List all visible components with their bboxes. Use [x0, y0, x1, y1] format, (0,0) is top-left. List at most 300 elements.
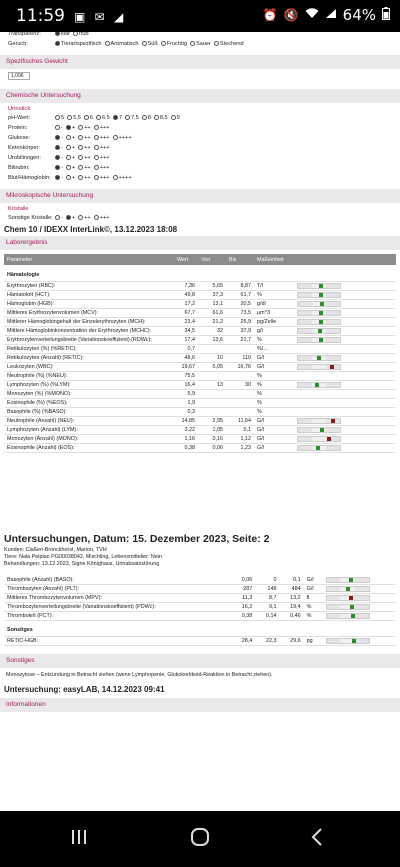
radio-option[interactable]: ++++ — [113, 175, 132, 181]
cell-p: Mittlerer Hämoglobingehalt der Einzelerythrozyten (MCH): — [4, 317, 174, 326]
range-marker — [331, 419, 335, 423]
radio-icon — [78, 125, 83, 130]
radio-icon — [67, 115, 72, 120]
radio-option[interactable]: + — [66, 125, 75, 131]
radio-icon — [66, 155, 71, 160]
radio-icon — [66, 215, 71, 220]
radio-icon — [154, 115, 159, 120]
cell-w: 7,36 — [174, 281, 198, 290]
battery-level: 64% — [342, 6, 376, 24]
cell-w: 0,7 — [174, 344, 198, 353]
radio-option[interactable]: ++ — [78, 155, 91, 161]
cell-b: 0,1 — [279, 576, 303, 585]
navigation-bar — [0, 811, 400, 867]
range-marker — [349, 578, 353, 582]
range-bar — [326, 613, 370, 619]
alarm-icon: ⏰ — [262, 8, 278, 22]
range-marker — [316, 446, 320, 450]
cell-b: 73,5 — [226, 308, 254, 317]
cell-w: 49,8 — [174, 290, 198, 299]
table-row — [4, 611, 396, 620]
urinstick-row: Ketonkörper: - + ++ +++ — [8, 145, 110, 151]
table-row — [4, 353, 396, 362]
group-sonstiges: Sonstiges — [4, 620, 396, 636]
cell-u: % — [254, 290, 294, 299]
kristalle-label: Kristalle — [8, 206, 29, 212]
range-bar — [297, 328, 341, 334]
cell-b: 484 — [279, 584, 303, 593]
cell-b: 21,7 — [226, 335, 254, 344]
range-marker — [317, 356, 321, 360]
table-row — [4, 299, 396, 308]
range-bar — [326, 577, 370, 583]
radio-icon — [142, 115, 147, 120]
cell-w: 23,4 — [174, 317, 198, 326]
cell-b: 5,1 — [226, 425, 254, 434]
radio-icon — [55, 175, 60, 180]
cell-w: 5,9 — [174, 389, 198, 398]
radio-icon — [84, 115, 89, 120]
table-row — [4, 407, 396, 416]
radio-icon — [55, 135, 60, 140]
cell-b: 11,64 — [226, 416, 254, 425]
spez-gewicht-input[interactable]: 1,006 — [8, 72, 30, 80]
radio-icon — [78, 145, 83, 150]
radio-icon — [125, 115, 130, 120]
radio-option[interactable]: - — [55, 125, 63, 131]
radio-icon — [55, 165, 60, 170]
range-bar — [297, 283, 341, 289]
table-row — [4, 584, 396, 593]
table-row — [4, 290, 396, 299]
radio-icon — [78, 135, 83, 140]
cell-p: Hämoglobin (HGB): — [4, 299, 174, 308]
section-chemische: Chemische Untersuchung — [0, 89, 400, 103]
cell-w: 67,7 — [174, 308, 198, 317]
table-row — [4, 317, 396, 326]
radio-icon — [190, 41, 195, 46]
cell-v: 8,7 — [255, 593, 279, 602]
cell-w: 14,85 — [174, 416, 198, 425]
urinstick-row: Blut/Hämoglobin: - + ++ +++ ++++ — [8, 175, 132, 181]
radio-option[interactable]: +++ — [94, 145, 110, 151]
cell-v: 13,1 — [198, 299, 226, 308]
cell-u: % — [254, 335, 294, 344]
page2-behandlungen: Behandlungen: 13.12.2023, Signe Könighaus, Urinabsatzstörung — [4, 560, 160, 567]
cell-p: Thrombozytenverteilungsbreite (Variationskoeffizient) (PDWc): — [4, 602, 231, 611]
radio-option[interactable]: ++++ — [113, 135, 132, 141]
cell-w: 48,6 — [174, 353, 198, 362]
urinstick-label: Urinstick — [8, 106, 31, 112]
radio-icon — [94, 125, 99, 130]
radio-icon — [66, 125, 71, 130]
cell-b: 1,23 — [226, 443, 254, 452]
range-bar — [326, 604, 370, 610]
radio-icon — [161, 41, 166, 46]
cell-b: 0,46 — [279, 611, 303, 620]
radio-icon — [94, 215, 99, 220]
radio-icon — [113, 115, 118, 120]
cell-b: 1,12 — [226, 434, 254, 443]
table-row — [4, 398, 396, 407]
radio-option[interactable]: - — [55, 155, 63, 161]
range-bar — [297, 427, 341, 433]
section-informationen: Informationen — [0, 698, 400, 712]
cell-w: 16,4 — [174, 380, 198, 389]
transparenz-row: Transparenz: klar trüb — [8, 32, 89, 37]
range-bar — [297, 310, 341, 316]
cell-u: % — [254, 407, 294, 416]
cell-w: 17,4 — [174, 335, 198, 344]
wifi-icon — [305, 8, 319, 22]
cell-v: 32 — [198, 326, 226, 335]
lab-table-header: Parameter Wert Von Bis Maßeinheit — [4, 254, 396, 265]
cell-b — [226, 407, 254, 416]
table-row — [4, 308, 396, 317]
range-marker — [320, 302, 324, 306]
cell-b: 19,4 — [279, 602, 303, 611]
status-right — [263, 6, 390, 24]
cell-p: Neutrophile (Anzahl) (NEU): — [4, 416, 174, 425]
cell-b: 29,6 — [279, 636, 303, 645]
range-marker — [346, 587, 350, 591]
urinstick-row: Urobilinogen: - + ++ +++ — [8, 155, 110, 161]
cell-u: % — [254, 398, 294, 407]
cell-v: 0 — [255, 576, 279, 585]
cell-u: % — [254, 389, 294, 398]
recent-apps-button[interactable] — [70, 827, 88, 851]
range-marker — [319, 284, 323, 288]
radio-option[interactable]: ++ — [78, 175, 91, 181]
urinstick-row: Glukose: - + ++ +++ ++++ — [8, 135, 132, 141]
range-marker — [319, 338, 323, 342]
cell-b: 16,76 — [226, 362, 254, 371]
radio-option[interactable]: +++ — [94, 135, 110, 141]
cell-v: 2,95 — [198, 416, 226, 425]
cell-u: % — [304, 602, 323, 611]
radio-option[interactable]: +++ — [94, 165, 110, 171]
lab-table-2 — [4, 576, 396, 646]
cell-v: 13,6 — [198, 335, 226, 344]
table-row — [4, 389, 396, 398]
battery-icon — [382, 7, 390, 23]
table-row — [4, 362, 396, 371]
cell-u: fl — [304, 593, 323, 602]
cell-p: Basophile (%) (%BASO): — [4, 407, 174, 416]
page2-title: Untersuchungen, Datum: 15. Dezember 2023, Seite: 2 — [4, 532, 270, 545]
radio-icon — [55, 32, 60, 36]
cell-p: Mittleres Thrombozytenvolumen (MPV): — [4, 593, 231, 602]
radio-icon — [55, 145, 60, 150]
cell-v: 22,3 — [255, 636, 279, 645]
radio-icon — [94, 145, 99, 150]
radio-option[interactable]: +++ — [94, 155, 110, 161]
cell-b: 13,2 — [279, 593, 303, 602]
range-bar — [297, 292, 341, 298]
radio-icon — [55, 41, 60, 46]
cell-w: 1,16 — [174, 434, 198, 443]
section-laborergebnis: Laborergebnis — [0, 236, 400, 250]
status-time: 11:59 — [16, 6, 65, 26]
cell-v: 37,3 — [198, 290, 226, 299]
range-marker — [327, 437, 331, 441]
range-marker — [350, 605, 354, 609]
cell-p: Leukozyten (WBC): — [4, 362, 174, 371]
cell-b — [226, 371, 254, 380]
cell-v: 21,2 — [198, 317, 226, 326]
range-bar — [297, 436, 341, 442]
range-bar — [326, 586, 370, 592]
status-bar — [0, 0, 400, 32]
cell-v — [198, 389, 226, 398]
signal-icon — [325, 8, 337, 22]
urinstick-row: Protein: - + ++ +++ — [8, 125, 110, 131]
cell-p: Hämatokrit (HCT): — [4, 290, 174, 299]
table-row — [4, 380, 396, 389]
cell-u: % — [304, 611, 323, 620]
cell-v: 1,05 — [198, 425, 226, 434]
cell-w: 0,06 — [231, 576, 255, 585]
radio-icon — [78, 215, 83, 220]
table-row — [4, 443, 396, 452]
range-marker — [319, 320, 323, 324]
cell-b: 20,5 — [226, 299, 254, 308]
radio-option[interactable]: +++ — [94, 175, 110, 181]
radio-icon — [73, 32, 78, 36]
cell-b — [226, 389, 254, 398]
radio-option[interactable]: - — [55, 175, 63, 181]
table-row — [4, 326, 396, 335]
radio-option[interactable]: ++ — [78, 165, 91, 171]
cell-u: G/l — [304, 584, 323, 593]
radio-icon — [113, 135, 118, 140]
cell-u: G/l — [254, 416, 294, 425]
cell-p: Retikulozyten (Anzahl) (RETIC): — [4, 353, 174, 362]
cell-w: 19,67 — [174, 362, 198, 371]
cell-v: 9,1 — [255, 602, 279, 611]
page2-tiere: Tiere: Nala Pelplan PG00038042, Mischling, Lebensmittelier: Nein — [4, 553, 163, 560]
range-bar — [297, 337, 341, 343]
cell-w: 11,3 — [231, 593, 255, 602]
range-bar — [326, 595, 370, 601]
cell-u: G/l — [254, 434, 294, 443]
cell-v: 5,65 — [198, 281, 226, 290]
radio-icon — [55, 115, 60, 120]
cell-v: 5,05 — [198, 362, 226, 371]
range-bar — [297, 364, 341, 370]
radio-icon — [78, 155, 83, 160]
section-sonstiges: Sonstiges — [0, 654, 400, 668]
group-haematologie: Hämatologie — [4, 265, 396, 281]
radio-icon — [55, 155, 60, 160]
radio-icon — [78, 165, 83, 170]
cell-p: Neutrophile (%) (%NEU): — [4, 371, 174, 380]
cell-u: % — [254, 380, 294, 389]
table-row — [4, 636, 396, 645]
cell-u: %/... — [254, 344, 294, 353]
cell-w: 0,38 — [174, 443, 198, 452]
radio-icon — [94, 165, 99, 170]
cell-u: G/l — [254, 353, 294, 362]
radio-option[interactable]: + — [66, 135, 75, 141]
cell-p: RETIC-HGB: — [4, 636, 231, 645]
kristalle-row: Sonstige Kristalle: - + ++ +++ — [8, 215, 110, 221]
cell-p: Lymphozyten (%) (%LYM): — [4, 380, 174, 389]
range-marker — [320, 428, 324, 432]
cell-w: 16,2 — [231, 602, 255, 611]
radio-icon — [66, 145, 71, 150]
radio-option[interactable]: + — [66, 145, 75, 151]
home-button[interactable] — [190, 827, 210, 852]
cell-b: 30 — [226, 380, 254, 389]
cell-u: G/l — [304, 576, 323, 585]
table-row — [4, 425, 396, 434]
table-row — [4, 576, 396, 585]
table-row — [4, 416, 396, 425]
cell-v — [198, 407, 226, 416]
cell-p: Thrombozyten (Anzahl) (PLT): — [4, 584, 231, 593]
radio-icon — [94, 135, 99, 140]
cell-u: G/l — [254, 425, 294, 434]
cell-p: Monozyten (%) (%MONO): — [4, 389, 174, 398]
cell-p: Monozyten (Anzahl) (MONO): — [4, 434, 174, 443]
range-marker — [315, 383, 319, 387]
back-button[interactable] — [310, 827, 324, 852]
cell-p: Retikulozyten (%) (%RETIC): — [4, 344, 174, 353]
range-marker — [352, 639, 356, 643]
table-row — [4, 602, 396, 611]
section-mikroskopisch: Mikroskopische Untersuchung — [0, 189, 400, 203]
cell-p: Thrombokrit (PCT): — [4, 611, 231, 620]
radio-icon — [55, 125, 60, 130]
cell-b: 8,87 — [226, 281, 254, 290]
range-bar — [297, 445, 341, 451]
cell-w: 34,5 — [174, 326, 198, 335]
radio-icon — [78, 175, 83, 180]
chem10-title: Chem 10 / IDEXX InterLink©, 13.12.2023 18:08 — [4, 225, 178, 234]
radio-icon — [142, 41, 147, 46]
radio-option[interactable]: - — [55, 165, 63, 171]
table-row — [4, 593, 396, 602]
cell-v: 148 — [255, 584, 279, 593]
radio-icon — [66, 165, 71, 170]
cell-w: 0,38 — [231, 611, 255, 620]
radio-option[interactable]: - — [55, 145, 63, 151]
radio-option[interactable]: ++ — [78, 145, 91, 151]
cell-w: 17,2 — [174, 299, 198, 308]
range-marker — [318, 329, 322, 333]
mute-icon: 🔇 — [283, 8, 299, 22]
range-bar — [326, 638, 370, 644]
radio-icon — [94, 175, 99, 180]
radio-option[interactable]: + — [66, 175, 75, 181]
cell-p: Mittleres Erythrozytenvolumen (MCV): — [4, 308, 174, 317]
easylab-title: Untersuchung: easyLAB, 14.12.2023 09:41 — [4, 684, 165, 694]
cell-v: 0,06 — [198, 443, 226, 452]
report-content[interactable] — [0, 32, 400, 811]
table-row — [4, 434, 396, 443]
radio-icon — [94, 155, 99, 160]
radio-icon — [113, 175, 118, 180]
range-marker — [330, 365, 334, 369]
radio-icon — [214, 41, 219, 46]
cell-v — [198, 398, 226, 407]
radio-icon — [55, 215, 60, 220]
radio-option[interactable]: +++ — [94, 125, 110, 131]
range-marker — [319, 311, 323, 315]
range-bar — [297, 319, 341, 325]
cell-u: g/dl — [254, 299, 294, 308]
radio-icon — [66, 175, 71, 180]
urinstick-row: Bilirubin: - + ++ +++ — [8, 165, 110, 171]
cell-u: µm^3 — [254, 308, 294, 317]
radio-option[interactable]: + — [66, 155, 75, 161]
table-row — [4, 344, 396, 353]
lab-table-1 — [4, 254, 396, 453]
notification-icons: ▣ ✉ ◢ — [74, 10, 127, 24]
cell-v — [198, 344, 226, 353]
radio-option[interactable]: - — [55, 135, 63, 141]
cell-v: 61,6 — [198, 308, 226, 317]
table-row — [4, 281, 396, 290]
cell-v — [198, 371, 226, 380]
radio-icon — [105, 41, 110, 46]
geruch-row: Geruch: Tierartspezifisch Aromatisch Süß Fruchtig Sauer Stechend — [8, 41, 244, 47]
sonstiges-text: Monozytose – Entzündung in Betracht ziehen (wenn Lymphopenie, Glukokortikoid-Reaktion in Betracht ziehen). — [6, 671, 273, 678]
cell-u: T/l — [254, 281, 294, 290]
page2-kunden: Kunden: Claßen-Bronckhorst, Marion, TVH — [4, 546, 107, 553]
cell-u: % — [254, 371, 294, 380]
cell-u: pg/Zelle — [254, 317, 294, 326]
cell-w: 287 — [231, 584, 255, 593]
cell-v: 0,14 — [255, 611, 279, 620]
cell-u: G/l — [254, 362, 294, 371]
cell-p: Eosinophile (Anzahl) (EOS): — [4, 443, 174, 452]
cell-v: 0,16 — [198, 434, 226, 443]
table-row — [4, 371, 396, 380]
cell-p: Basophile (Anzahl) (BASO): — [4, 576, 231, 585]
cell-p: Mittlere Hämoglobinkonzentration der Erythrozyten (MCHC): — [4, 326, 174, 335]
table-row — [4, 335, 396, 344]
cell-b: 25,9 — [226, 317, 254, 326]
range-marker — [319, 293, 323, 297]
radio-option[interactable]: + — [66, 165, 75, 171]
cell-w: 75,5 — [174, 371, 198, 380]
cell-b — [226, 398, 254, 407]
range-bar — [297, 301, 341, 307]
cell-b: 110 — [226, 353, 254, 362]
cell-b — [226, 344, 254, 353]
cell-p: Erythrozytenverteilungsbreite (Variationskoeffizient) (RDWc): — [4, 335, 174, 344]
range-marker — [349, 596, 353, 600]
radio-icon — [96, 115, 101, 120]
cell-w: 1,9 — [174, 398, 198, 407]
cell-u: pg — [304, 636, 323, 645]
cell-v: 10 — [198, 353, 226, 362]
radio-option[interactable]: ++ — [78, 125, 91, 131]
range-bar — [297, 355, 341, 361]
cell-b: 61,7 — [226, 290, 254, 299]
section-spez-gewicht: Spezifisches Gewicht — [0, 55, 400, 69]
cell-w: 28,4 — [231, 636, 255, 645]
radio-icon — [171, 115, 176, 120]
cell-w: 0,3 — [174, 407, 198, 416]
range-marker — [351, 614, 355, 618]
cell-v: 13 — [198, 380, 226, 389]
range-bar — [297, 382, 341, 388]
cell-p: Erythrozyten (RBC): — [4, 281, 174, 290]
radio-option[interactable]: ++ — [78, 135, 91, 141]
